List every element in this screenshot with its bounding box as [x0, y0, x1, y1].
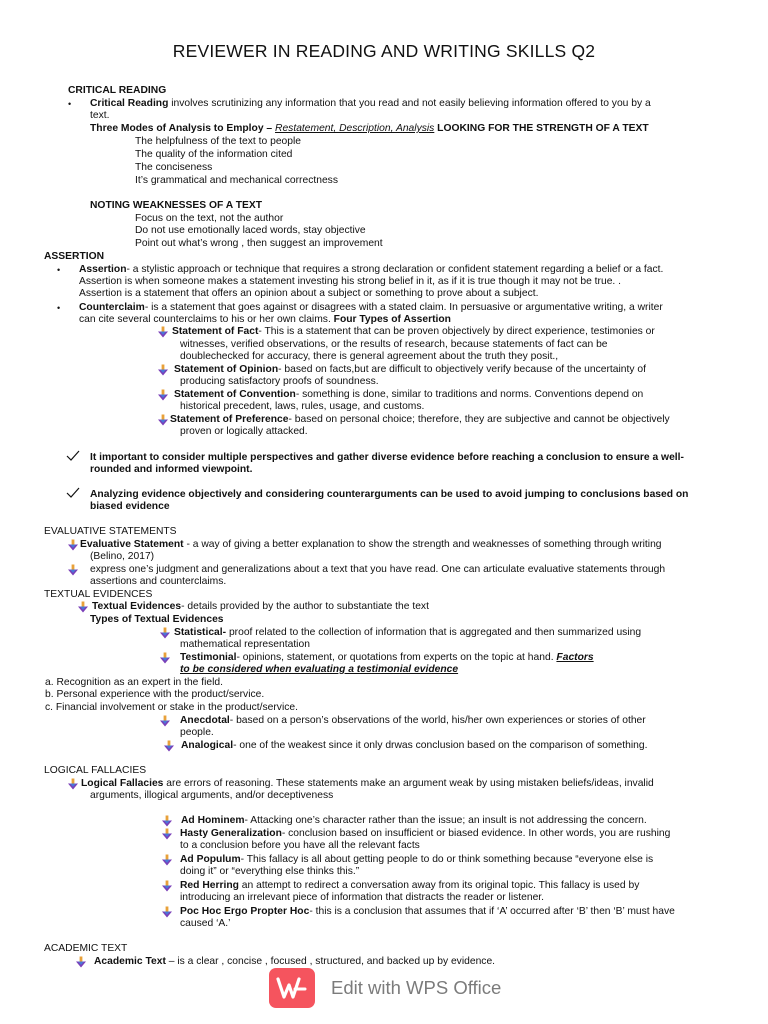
assertion-type-fact-cont: doublechecked for accuracy, there is general agreement about the truth they posit.,: [180, 351, 559, 362]
fallacy-red-herring: Red Herring an attempt to redirect a conversation away from its original topic. This fallacy is used by: [180, 880, 640, 891]
assertion-type-preference: Statement of Preference- based on personal choice; therefore, they are subjective and cannot be objectively: [170, 414, 670, 425]
assertion-type-convention: Statement of Convention- something is done, similar to traditions and norms. Conventions depend on: [174, 389, 644, 400]
academic-text-definition: Academic Text – is a clear , concise , focused , structured, and backed up by evidence.: [94, 956, 496, 967]
counterclaim-definition: Counterclaim- is a statement that goes against or disagrees with a stated claim. In persuasive or argumentative writing, a writer: [79, 302, 663, 313]
evaluative-definition: Evaluative Statement - a way of giving a better explanation to show the strength and weaknesses of something through writing: [80, 539, 662, 550]
factor-item: a. Recognition as an expert in the field.: [45, 677, 224, 688]
assertion-definition: Assertion- a stylistic approach or technique that requires a strong declaration or confident statement regarding a belief or a fact.: [79, 264, 664, 275]
arrow-bullet-icon: [163, 740, 175, 752]
strength-item: The quality of the information cited: [135, 149, 293, 160]
checkpoint-evidence: Analyzing evidence objectively and considering counterarguments can be used to avoid jumping to conclusions based on: [90, 489, 689, 500]
weaknesses-heading: NOTING WEAKNESSES OF A TEXT: [90, 200, 263, 211]
fallacy-red-herring-cont: introducing an irrelevant piece of information that distracts the reader or listener.: [180, 892, 545, 903]
strength-item: It’s grammatical and mechanical correctness: [135, 175, 338, 186]
strength-item: The helpfulness of the text to people: [135, 136, 302, 147]
arrow-bullet-icon: [157, 414, 169, 426]
assertion-definition-cont: Assertion is a statement that offers an opinion about a subject or something to prove about a subject.: [79, 288, 539, 299]
checkmark-icon: [66, 450, 80, 462]
textual-type-statistical: Statistical- proof related to the collection of information that is aggregated and then summarized using: [174, 627, 642, 638]
textual-evidence-definition: Textual Evidences- details provided by the author to substantiate the text: [92, 601, 429, 612]
evaluative-citation: (Belino, 2017): [90, 551, 155, 562]
bullet-icon: •: [57, 303, 61, 313]
arrow-bullet-icon: [157, 326, 169, 338]
modes-of-analysis: Three Modes of Analysis to Employ – Restatement, Description, Analysis LOOKING FOR THE STRENGTH OF A TEXT: [90, 123, 649, 134]
factor-item: b. Personal experience with the product/service.: [45, 689, 265, 700]
testimonial-factors-heading: to be considered when evaluating a testimonial evidence: [180, 664, 459, 675]
section-heading-academic: ACADEMIC TEXT: [44, 943, 128, 954]
evaluative-item-cont: assertions and counterclaims.: [90, 576, 227, 587]
fallacies-definition-cont: arguments, illogical arguments, and/or deceptiveness: [90, 790, 334, 801]
arrow-bullet-icon: [161, 815, 173, 827]
assertion-type-fact: Statement of Fact- This is a statement that can be proven objectively by direct experience, testimonies or: [172, 326, 655, 337]
section-heading-critical-reading: CRITICAL READING: [68, 85, 167, 96]
arrow-bullet-icon: [67, 539, 79, 551]
fallacy-hasty-generalization: Hasty Generalization- conclusion based on insufficient or biased evidence. In other words, you are rushing: [180, 828, 671, 839]
arrow-bullet-icon: [161, 854, 173, 866]
arrow-bullet-icon: [159, 652, 171, 664]
textual-types-heading: Types of Textual Evidences: [90, 614, 224, 625]
wps-logo-icon: [269, 968, 315, 1008]
fallacy-post-hoc-cont: caused ‘A.’: [180, 918, 231, 929]
bullet-icon: •: [57, 265, 61, 275]
fallacy-hasty-generalization-cont: to a conclusion before you have all the relevant facts: [180, 840, 420, 851]
arrow-bullet-icon: [159, 627, 171, 639]
section-heading-evaluative: EVALUATIVE STATEMENTS: [44, 526, 177, 537]
counterclaim-definition-cont: can cite several counterclaims to his or her own claims. Four Types of Assertion: [79, 314, 451, 325]
weakness-item: Focus on the text, not the author: [135, 213, 284, 224]
textual-type-anecdotal: Anecdotal- based on a person’s observations of the world, his/her own experiences or stories of other: [180, 715, 646, 726]
section-heading-assertion: ASSERTION: [44, 251, 105, 262]
arrow-bullet-icon: [161, 880, 173, 892]
fallacy-post-hoc: Poc Hoc Ergo Propter Hoc- this is a conclusion that assumes that if ‘A’ occurred after ‘B’ then ‘B’ must have: [180, 906, 675, 917]
assertion-type-preference-cont: proven or logically attacked.: [180, 426, 308, 437]
weakness-item: Do not use emotionally laced words, stay objective: [135, 225, 366, 236]
checkmark-icon: [66, 487, 80, 499]
arrow-bullet-icon: [75, 956, 87, 968]
section-heading-textual: TEXTUAL EVIDENCES: [44, 589, 153, 600]
assertion-definition-cont: Assertion is when someone makes a statement investing his strong belief in it, as if it is true though it may not be true. .: [79, 276, 621, 287]
page-title: REVIEWER IN READING AND WRITING SKILLS Q2: [172, 41, 596, 61]
arrow-bullet-icon: [157, 389, 169, 401]
edit-with-wps-label: Edit with WPS Office: [331, 977, 502, 998]
arrow-bullet-icon: [77, 601, 89, 613]
textual-type-analogical: Analogical- one of the weakest since it only drwas conclusion based on the comparison of something.: [181, 740, 648, 751]
arrow-bullet-icon: [161, 906, 173, 918]
checkpoint-perspectives-cont: rounded and informed viewpoint.: [90, 464, 253, 475]
arrow-bullet-icon: [67, 778, 79, 790]
arrow-bullet-icon: [161, 828, 173, 840]
textual-type-anecdotal-cont: people.: [180, 727, 214, 738]
evaluative-item: express one’s judgment and generalizations about a text that you have read. One can articulate evaluative statements through: [90, 564, 666, 575]
textual-type-testimonial: Testimonial- opinions, statement, or quotations from experts on the topic at hand. Factors: [180, 652, 594, 663]
fallacy-ad-hominem: Ad Hominem- Attacking one’s character rather than the issue; an insult is not addressing the concern.: [181, 815, 647, 826]
section-heading-fallacies: LOGICAL FALLACIES: [44, 765, 147, 776]
assertion-type-fact-cont: witnesses, verified observations, or the results of research, because statements of fact can be: [180, 339, 608, 350]
strength-item: The conciseness: [135, 162, 213, 173]
critical-reading-definition: Critical Reading involves scrutinizing any information that you read and not easily believing information offered to you by a: [90, 98, 651, 109]
fallacy-ad-populum-cont: doing it” or “everything else thinks this.”: [180, 866, 360, 877]
bullet-icon: •: [68, 99, 72, 109]
edit-with-wps-button[interactable]: [269, 968, 516, 1008]
critical-reading-definition-cont: text.: [90, 110, 110, 121]
assertion-type-opinion-cont: producing satisfactory proofs of soundness.: [180, 376, 379, 387]
fallacy-ad-populum: Ad Populum- This fallacy is all about getting people to do or think something because “everyone else is: [180, 854, 654, 865]
arrow-bullet-icon: [67, 564, 79, 576]
arrow-bullet-icon: [159, 715, 171, 727]
checkpoint-evidence-cont: biased evidence: [90, 501, 170, 512]
assertion-type-opinion: Statement of Opinion- based on facts,but are difficult to objectively verify because of the uncertainty of: [174, 364, 646, 375]
factor-item: c. Financial involvement or stake in the product/service.: [45, 702, 298, 713]
weakness-item: Point out what’s wrong , then suggest an improvement: [135, 238, 383, 249]
checkpoint-perspectives: It important to consider multiple perspectives and gather diverse evidence before reaching a conclusion to ensure a well-: [90, 452, 684, 463]
assertion-type-convention-cont: historical precedent, laws, rules, usage, and customs.: [180, 401, 425, 412]
textual-type-statistical-cont: mathematical representation: [180, 639, 310, 650]
arrow-bullet-icon: [157, 364, 169, 376]
fallacies-definition: Logical Fallacies are errors of reasoning. These statements make an argument weak by using mistaken beliefs/ideas, invalid: [81, 778, 654, 789]
